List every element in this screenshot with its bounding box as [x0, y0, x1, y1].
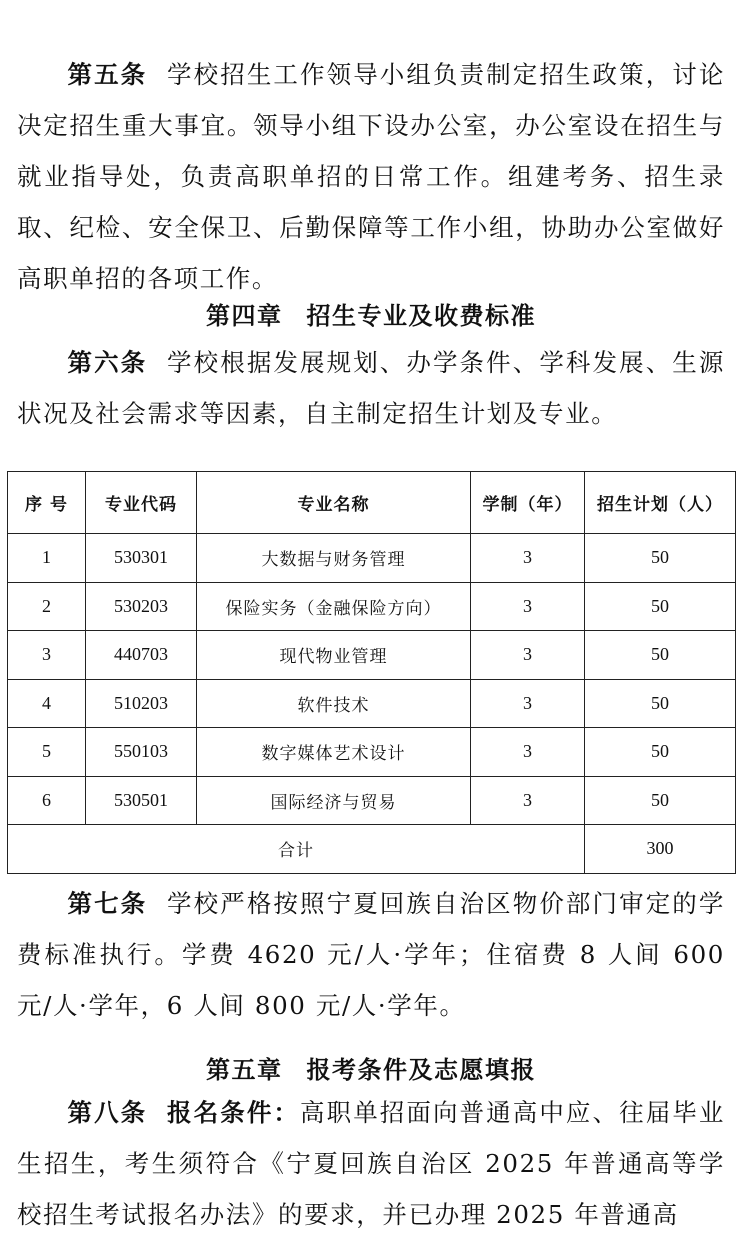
table-row	[8, 582, 736, 631]
header-code: 专业代码	[86, 472, 197, 534]
cell-years: 3	[471, 582, 585, 631]
table-row	[8, 679, 736, 728]
header-plan: 招生计划（人）	[585, 472, 736, 534]
cell-years: 3	[471, 776, 585, 825]
table-row	[8, 728, 736, 777]
header-years: 学制（年）	[471, 472, 585, 534]
cell-years: 3	[471, 679, 585, 728]
cell-name: 数字媒体艺术设计	[197, 728, 471, 777]
article-6-text: 学校根据发展规划、办学条件、学科发展、生源状况及社会需求等因素，自主制定招生计划及专业。	[17, 348, 725, 428]
total-value: 300	[585, 825, 736, 874]
chapter-4-title: 招生专业及收费标准	[306, 302, 536, 330]
cell-code: 440703	[86, 631, 197, 680]
cell-code: 530301	[86, 534, 197, 583]
article-8-text: 高职单招面向普通高中应、往届毕业生招生，考生须符合《宁夏回族自治区 2025 年普通高等学校招生考试报名办法》的要求，并已办理 2025 年普通高	[17, 1098, 725, 1229]
article-6-label: 第六条	[67, 348, 148, 377]
cell-years: 3	[471, 631, 585, 680]
article-8-label: 第八条	[67, 1098, 148, 1127]
chapter-5-heading	[0, 1050, 742, 1085]
cell-name: 保险实务（金融保险方向）	[197, 582, 471, 631]
chapter-4-number: 第四章	[206, 302, 283, 330]
header-name: 专业名称	[197, 472, 471, 534]
chapter-5-title: 报考条件及志愿填报	[306, 1056, 536, 1084]
cell-plan: 50	[585, 631, 736, 680]
chapter-5-number: 第五章	[206, 1056, 283, 1084]
article-7-label: 第七条	[67, 889, 148, 918]
table-row	[8, 631, 736, 680]
cell-plan: 50	[585, 728, 736, 777]
cell-code: 530501	[86, 776, 197, 825]
cell-name: 现代物业管理	[197, 631, 471, 680]
cell-years: 3	[471, 534, 585, 583]
cell-code: 530203	[86, 582, 197, 631]
cell-index: 5	[8, 728, 86, 777]
table-header-row	[8, 472, 736, 534]
cell-plan: 50	[585, 582, 736, 631]
cell-plan: 50	[585, 679, 736, 728]
total-label: 合计	[8, 825, 585, 874]
article-5-paragraph	[17, 49, 725, 304]
header-index: 序 号	[8, 472, 86, 534]
cell-index: 4	[8, 679, 86, 728]
table-total-row	[8, 825, 736, 874]
cell-code: 510203	[86, 679, 197, 728]
cell-index: 1	[8, 534, 86, 583]
cell-plan: 50	[585, 534, 736, 583]
article-8-sublabel: 报名条件：	[167, 1098, 301, 1127]
table-row	[8, 776, 736, 825]
table-row	[8, 534, 736, 583]
article-5-text: 学校招生工作领导小组负责制定招生政策，讨论决定招生重大事宜。领导小组下设办公室，办公室设在招生与就业指导处，负责高职单招的日常工作。组建考务、招生录取、纪检、安全保卫、后勤保障等工作小组，协助办公室做好高职单招的各项工作。	[17, 60, 725, 293]
cell-index: 2	[8, 582, 86, 631]
cell-code: 550103	[86, 728, 197, 777]
cell-years: 3	[471, 728, 585, 777]
cell-index: 3	[8, 631, 86, 680]
enrollment-plan-table	[7, 471, 736, 874]
chapter-4-heading	[0, 296, 742, 331]
cell-index: 6	[8, 776, 86, 825]
article-6-paragraph	[17, 337, 725, 439]
cell-name: 国际经济与贸易	[197, 776, 471, 825]
article-5-label: 第五条	[67, 60, 148, 89]
cell-name: 软件技术	[197, 679, 471, 728]
article-8-paragraph	[17, 1087, 725, 1240]
cell-plan: 50	[585, 776, 736, 825]
article-7-text: 学校严格按照宁夏回族自治区物价部门审定的学费标准执行。学费 4620 元/人·学年；住宿费 8 人间 600 元/人·学年，6 人间 800 元/人·学年。	[17, 889, 725, 1020]
cell-name: 大数据与财务管理	[197, 534, 471, 583]
article-7-paragraph	[17, 878, 725, 1031]
